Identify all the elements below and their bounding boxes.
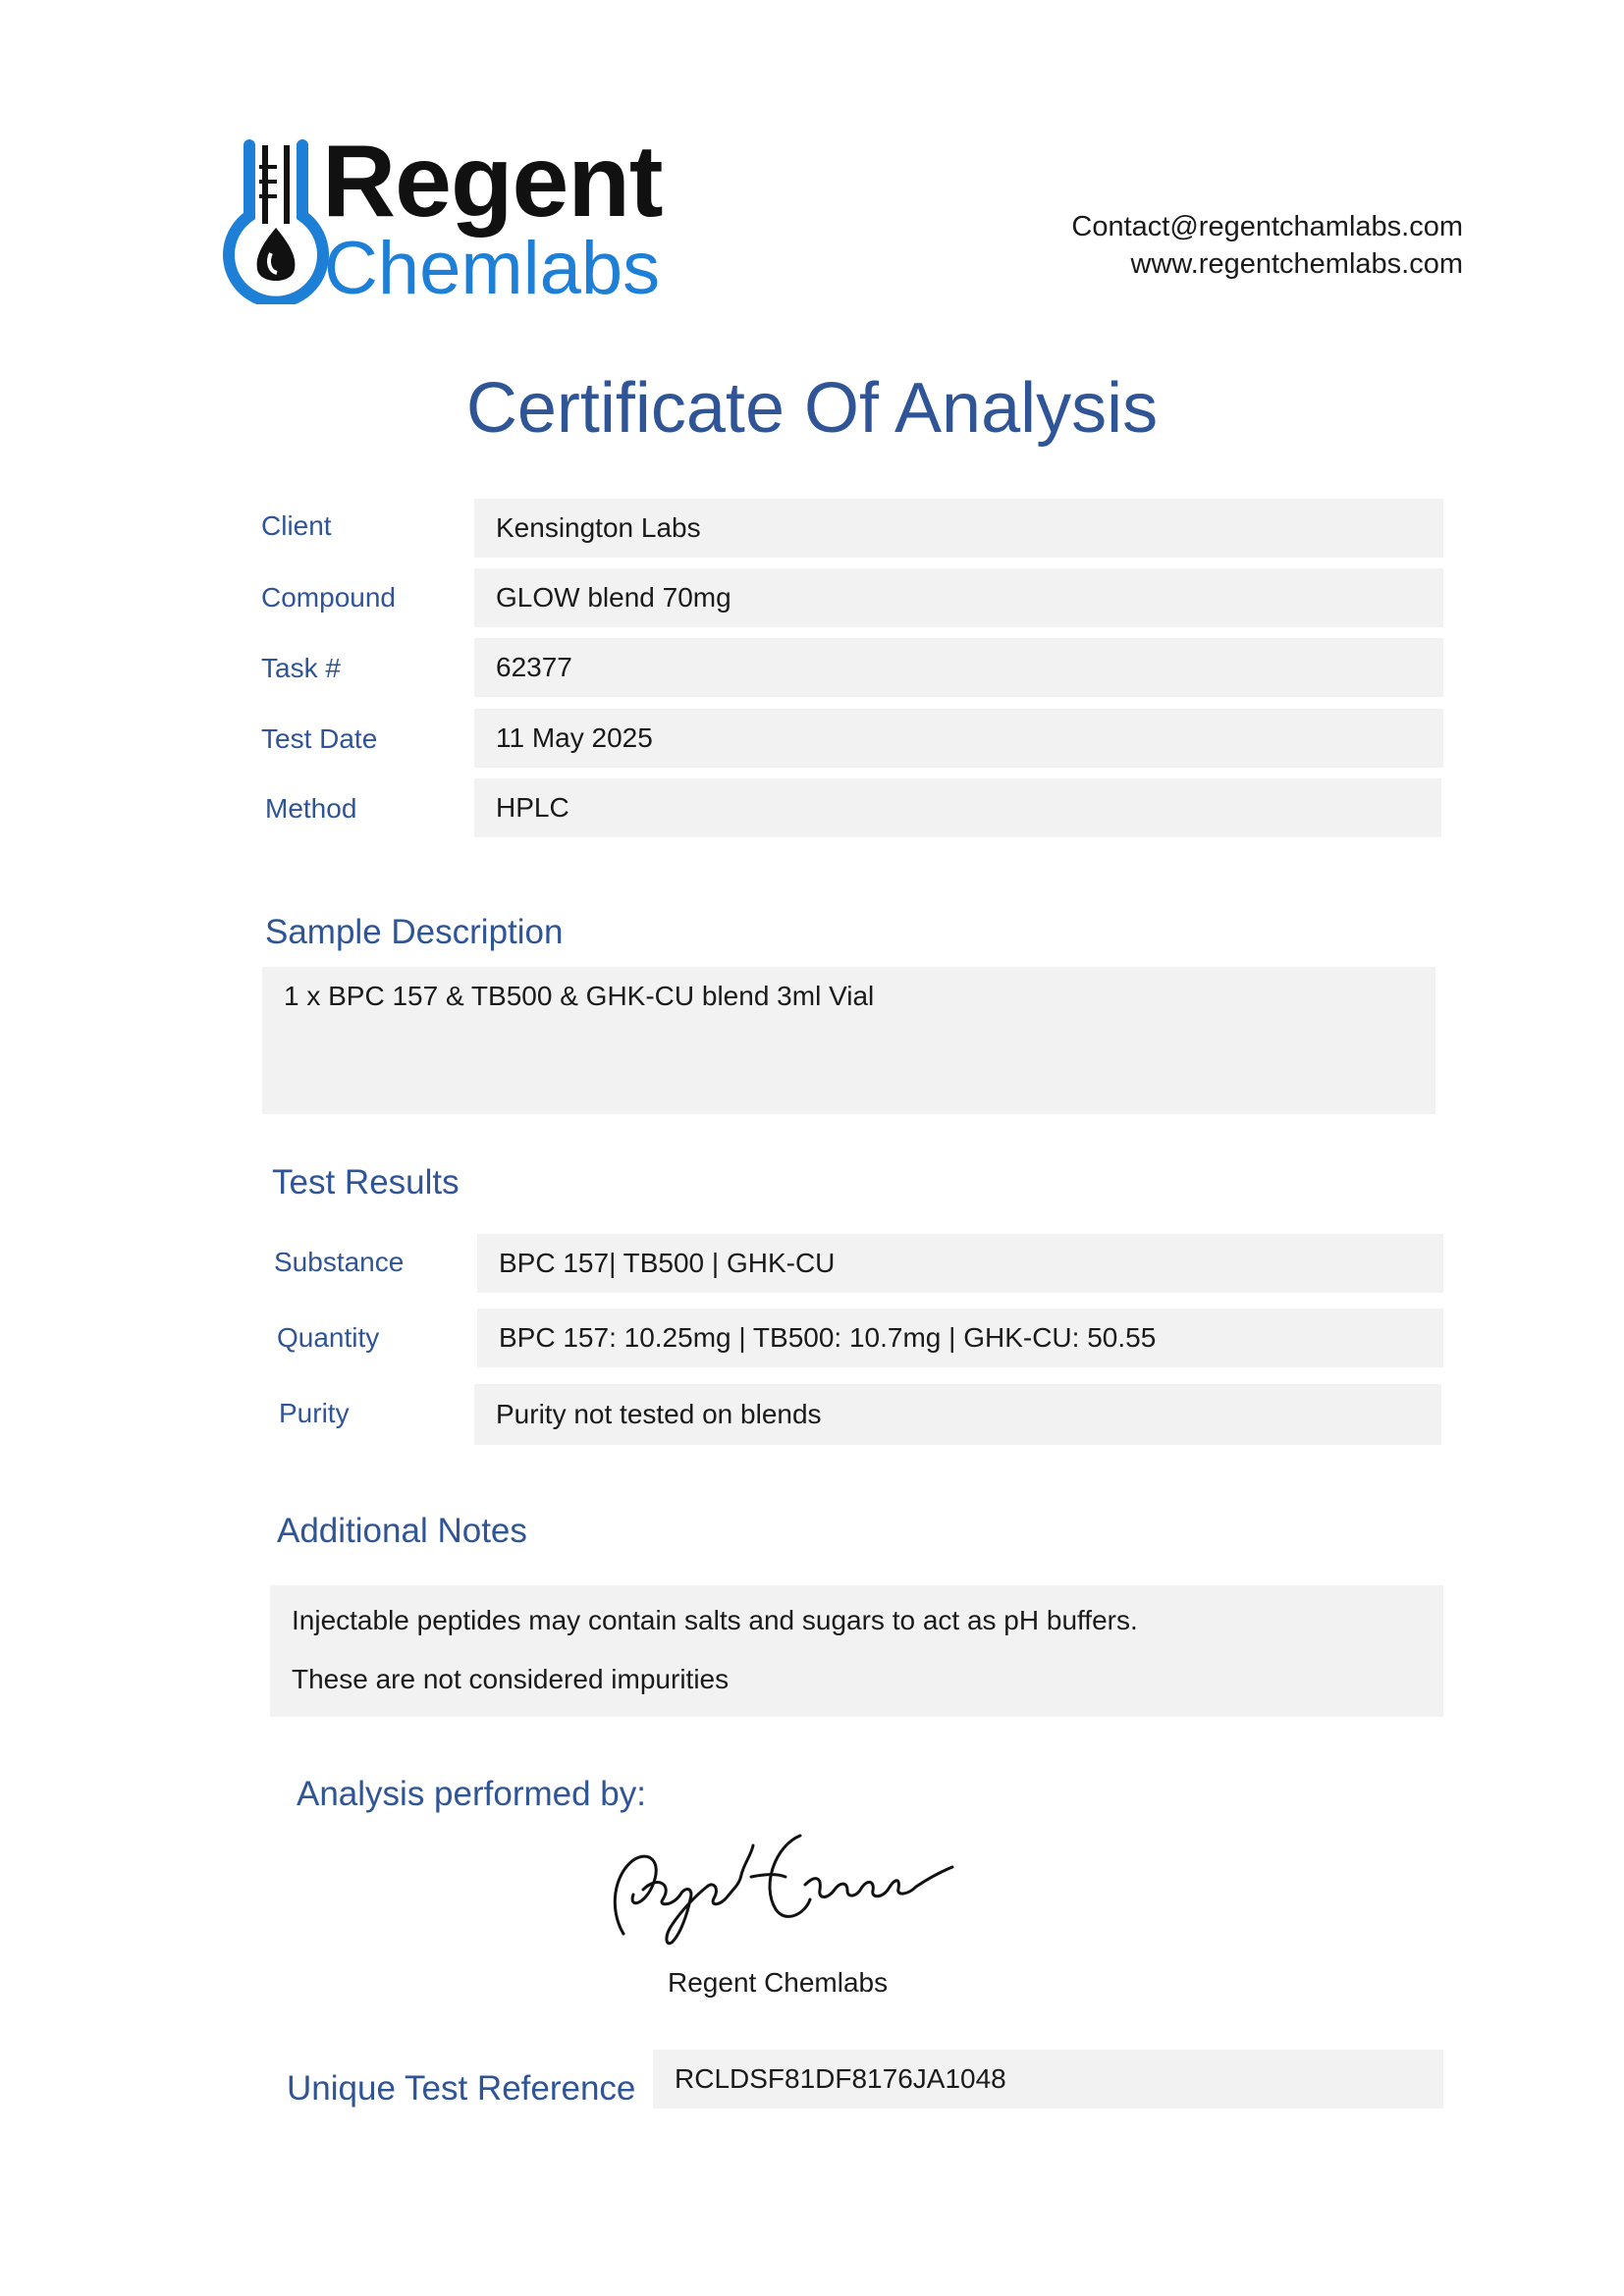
- info-label-test-date: Test Date: [261, 723, 378, 754]
- info-label-method: Method: [265, 793, 357, 824]
- result-label-substance: Substance: [274, 1247, 405, 1277]
- test-results-heading: Test Results: [272, 1163, 460, 1201]
- signer-name: Regent Chemlabs: [668, 1967, 889, 1998]
- result-label-quantity: Quantity: [277, 1322, 380, 1353]
- contact-block: [1071, 208, 1463, 283]
- info-label-compound: Compound: [261, 582, 396, 613]
- info-value-task: 62377: [474, 638, 1443, 697]
- info-label-client: Client: [261, 510, 332, 541]
- analysis-heading: Analysis performed by:: [297, 1775, 646, 1813]
- reference-label: Unique Test Reference: [287, 2069, 636, 2108]
- result-value-purity: Purity not tested on blends: [474, 1384, 1441, 1445]
- info-label-task: Task #: [261, 653, 341, 683]
- website-link[interactable]: www.regentchemlabs.com: [1130, 248, 1463, 280]
- info-value-client: Kensington Labs: [474, 499, 1443, 558]
- additional-notes-box: [270, 1585, 1443, 1717]
- info-value-compound: GLOW blend 70mg: [474, 568, 1443, 627]
- signature-image: [604, 1816, 957, 1953]
- sample-description-text: 1 x BPC 157 & TB500 & GHK-CU blend 3ml Vial: [284, 981, 875, 1011]
- info-value-test-date: 11 May 2025: [474, 709, 1443, 768]
- reference-value: RCLDSF81DF8176JA1048: [653, 2050, 1443, 2109]
- logo-wordmark-chemlabs: Chemlabs: [324, 227, 661, 310]
- logo: [222, 137, 330, 304]
- result-value-substance: BPC 157| TB500 | GHK-CU: [477, 1234, 1443, 1293]
- info-value-method: HPLC: [474, 778, 1441, 837]
- signature: [604, 1816, 957, 1953]
- note-line: These are not considered impurities: [292, 1664, 730, 1694]
- sample-description-box: [262, 967, 1435, 1114]
- logo-wordmark-regent: Regent: [322, 125, 663, 239]
- sample-description-heading: Sample Description: [265, 913, 564, 951]
- contact-email[interactable]: Contact@regentchamlabs.com: [1071, 211, 1463, 242]
- result-value-quantity: BPC 157: 10.25mg | TB500: 10.7mg | GHK-CU: 50.55: [477, 1308, 1443, 1367]
- additional-notes-heading: Additional Notes: [277, 1512, 527, 1550]
- page-title: Certificate Of Analysis: [465, 369, 1159, 448]
- flask-icon: [222, 137, 330, 304]
- note-line: Injectable peptides may contain salts and sugars to act as pH buffers.: [292, 1605, 1138, 1635]
- result-label-purity: Purity: [279, 1398, 350, 1428]
